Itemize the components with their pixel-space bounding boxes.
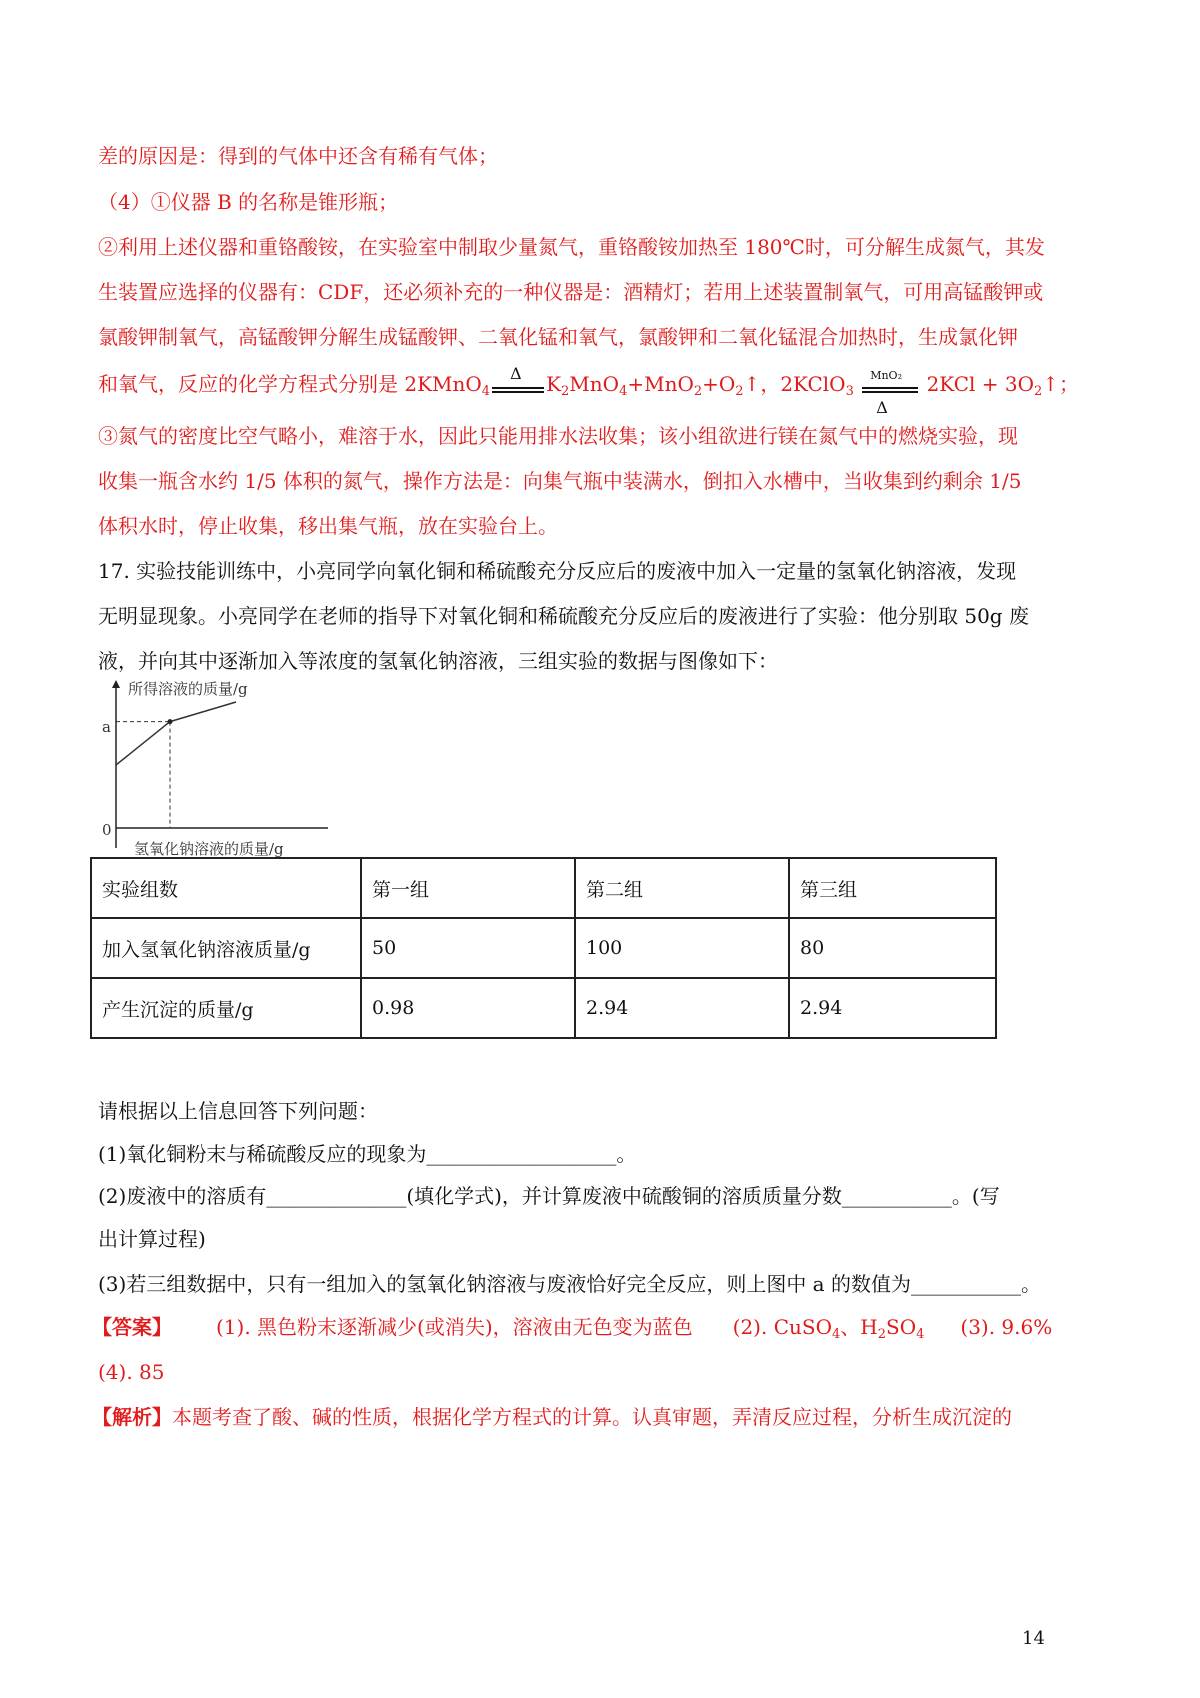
x-axis-label: 氢氧化钠溶液的质量/g	[134, 840, 284, 858]
text-line: 生装置应选择的仪器有：CDF，还必须补充的一种仪器是：酒精灯；若用上述装置制氧气，可用高锰酸钾或	[98, 280, 1044, 304]
question-text: 无明显现象。小亮同学在老师的指导下对氧化铜和稀硫酸充分反应后的废液进行了实验：他分别取 50g 废	[98, 604, 1029, 628]
analysis-tag: 【解析】	[92, 1405, 172, 1429]
y-tick-a: a	[102, 718, 111, 736]
table-cell: 50	[361, 918, 575, 978]
answer-tag: 【答案】	[92, 1315, 172, 1339]
text-line: 体积水时，停止收集，移出集气瓶，放在实验台上。	[98, 514, 558, 538]
question-3: (3)若三组数据中，只有一组加入的氢氧化钠溶液与废液恰好完全反应，则上图中 a 的数值为___________。	[98, 1272, 1041, 1296]
series-group	[116, 702, 236, 828]
table-row	[91, 918, 996, 978]
text-line: 氯酸钾制氧气，高锰酸钾分解生成锰酸钾、二氧化锰和氧气，氯酸钾和二氧化锰混合加热时，生成氯化钾	[98, 325, 1018, 349]
data-table	[90, 857, 997, 1039]
question-intro: 请根据以上信息回答下列问题：	[98, 1099, 378, 1123]
answer-line-2: (4). 85	[98, 1360, 165, 1384]
y-tick-zero: 0	[102, 821, 112, 839]
y-axis-label: 所得溶液的质量/g	[128, 680, 248, 698]
table-cell: 第二组	[575, 858, 789, 918]
table-cell: 实验组数	[91, 858, 361, 918]
question-text: 液，并向其中逐渐加入等浓度的氢氧化钠溶液，三组实验的数据与图像如下：	[98, 649, 778, 673]
series-segment	[116, 722, 170, 765]
equation-line: 和氧气，反应的化学方程式分别是 2KMnO$_4$ Δ $K_2MnO_4+MnO_2+O_2↑$，2KClO$_3$ MnO₂ Δ $2KCl + 3O_2↑$；	[98, 363, 1080, 417]
line-chart	[98, 678, 338, 858]
question-1: (1)氧化铜粉末与稀硫酸反应的现象为___________________。	[98, 1142, 637, 1166]
question-2: (2)废液中的溶质有______________(填化学式)，并计算废液中硫酸铜的溶质质量分数___________。(写	[98, 1184, 1000, 1208]
table-cell: 80	[789, 918, 996, 978]
text-line: 差的原因是：得到的气体中还含有稀有气体；	[98, 144, 498, 168]
heating-equals-sign: Δ	[492, 376, 544, 396]
question-2-cont: 出计算过程)	[98, 1227, 206, 1251]
answer-line: 【答案】 (1). 黑色粉末逐渐减少(或消失)，溶液由无色变为蓝色 (2). CuSO$_4$、$H_2SO_4$ (3). 9.6%	[92, 1315, 1053, 1342]
question-text: 17. 实验技能训练中，小亮同学向氧化铜和稀硫酸充分反应后的废液中加入一定量的氢氧化钠溶液，发现	[98, 559, 1017, 583]
table-cell: 2.94	[789, 978, 996, 1038]
table-cell: 100	[575, 918, 789, 978]
catalyst-equals-sign: MnO₂ Δ	[862, 376, 918, 396]
analysis-line: 【解析】本题考查了酸、碱的性质，根据化学方程式的计算。认真审题，弄清反应过程，分析生成沉淀的	[92, 1405, 1012, 1429]
data-point	[168, 719, 173, 724]
text-line: ②利用上述仪器和重铬酸铵，在实验室中制取少量氮气，重铬酸铵加热至 180℃时，可分解生成氮气，其发	[98, 235, 1045, 259]
text-line: （4）①仪器 B 的名称是锥形瓶；	[98, 190, 399, 214]
series-segment	[170, 702, 236, 722]
table-row	[91, 858, 996, 918]
table-cell: 加入氢氧化钠溶液质量/g	[91, 918, 361, 978]
text-line: ③氮气的密度比空气略小，难溶于水，因此只能用排水法收集；该小组欲进行镁在氮气中的燃烧实验，现	[98, 424, 1018, 448]
table-cell: 第一组	[361, 858, 575, 918]
page-number: 14	[1022, 1628, 1045, 1649]
table-cell: 第三组	[789, 858, 996, 918]
text-line: 收集一瓶含水约 1/5 体积的氮气，操作方法是：向集气瓶中装满水，倒扣入水槽中，当收集到约剩余 1/5	[98, 469, 1022, 493]
table-cell: 2.94	[575, 978, 789, 1038]
table-cell: 产生沉淀的质量/g	[91, 978, 361, 1038]
y-axis-arrow	[112, 680, 120, 688]
table-cell: 0.98	[361, 978, 575, 1038]
table-row	[91, 978, 996, 1038]
